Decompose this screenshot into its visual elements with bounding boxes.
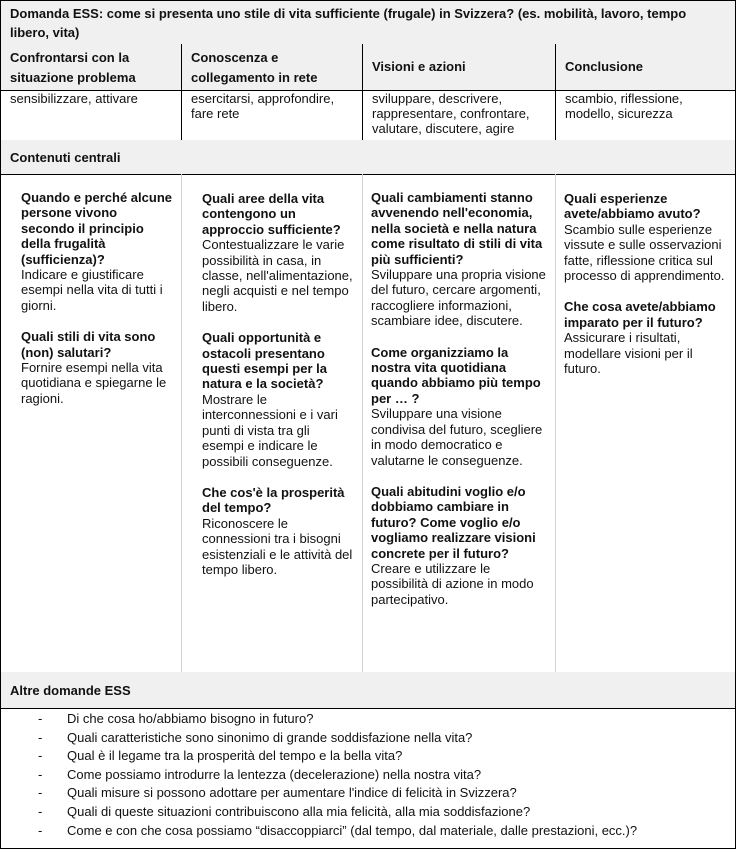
content-block	[21, 329, 173, 406]
list-item	[1, 803, 735, 822]
dash-bullet-icon: -	[38, 803, 43, 819]
content-block	[371, 345, 547, 468]
content-block	[371, 190, 547, 329]
content-column-4	[556, 174, 735, 672]
keywords-visioni: sviluppare, descrivere, rappresentare, confrontare, valutare, discutere, agire	[363, 90, 556, 140]
activity-description: Contestualizzare le varie possibilità in casa, in classe, nell'alimentazione, negli acquisti e nel tempo libero.	[202, 237, 353, 314]
content-block	[202, 191, 354, 314]
dash-bullet-icon: -	[38, 711, 43, 726]
dash-bullet-icon: -	[38, 748, 43, 764]
keywords-conclusione: scambio, riflessione, modello, sicurezza	[565, 91, 683, 121]
column-header-row	[1, 44, 735, 91]
list-item	[1, 710, 735, 729]
guiding-question: Come organizziamo la nostra vita quotidiana quando abbiamo più tempo per … ?	[371, 344, 541, 406]
content-column-3	[363, 174, 556, 672]
guiding-question: Quali aree della vita contengono un approccio sufficiente?	[202, 191, 341, 237]
list-item-text: Quali di queste situazioni contribuiscono alla mia felicità, alla mia soddisfazione?	[67, 803, 531, 819]
column-header-conclusione: Conclusione	[565, 59, 644, 74]
activity-description: Scambio sulle esperienze vissute e sulle osservazioni fatte, riflessione critica sul processo di apprendimento.	[564, 221, 725, 284]
keywords-conoscenza: esercitarsi, approfondire, fare rete	[182, 90, 363, 140]
dash-bullet-icon: -	[38, 766, 43, 782]
other-questions-list	[1, 708, 735, 849]
content-block	[202, 485, 354, 577]
activity-description: Fornire esempi nella vita quotidiana e spiegarne le ragioni.	[21, 360, 167, 406]
dash-bullet-icon: -	[38, 822, 43, 838]
guiding-question: Quali stili di vita sono (non) salutari?	[21, 329, 156, 360]
content-block	[21, 190, 173, 313]
list-item	[1, 766, 735, 785]
activity-description: Sviluppare una propria visione del futuro, cercare argomenti, raccogliere informazioni, scambiare idee, discutere.	[371, 267, 546, 329]
guiding-question: Quali opportunità e ostacoli presentano questi esempi per la natura e la società?	[202, 330, 327, 392]
list-item	[1, 729, 735, 748]
activity-description: Mostrare le interconnessioni e i vari punti di vista tra gli esempi e indicare le possibili conseguenze.	[202, 391, 338, 469]
central-contents-row	[1, 174, 735, 673]
column-header-conoscenza: Conoscenza e collegamento in rete	[182, 44, 363, 90]
dash-bullet-icon: -	[38, 785, 43, 801]
list-item	[1, 822, 735, 841]
content-block	[371, 484, 547, 607]
activity-description: Creare e utilizzare le possibilità di azione in modo partecipativo.	[371, 560, 534, 607]
column-header-visioni: Visioni e azioni	[363, 44, 556, 90]
keywords-confrontarsi: sensibilizzare, attivare	[1, 90, 182, 140]
list-item-text: Come e con che cosa possiamo “disaccoppiarci” (dal tempo, dal materiale, dalle prestazioni, ecc.)?	[67, 822, 638, 838]
activity-description: Sviluppare una visione condivisa del futuro, scegliere in modo democratico e valutarne le conseguenze.	[371, 406, 543, 468]
dash-bullet-icon: -	[38, 729, 43, 745]
list-item-text: Quali misure si possono adottare per aumentare l'indice di felicità in Svizzera?	[67, 785, 517, 801]
guiding-question: Che cosa avete/abbiamo imparato per il futuro?	[564, 299, 716, 330]
list-item	[1, 747, 735, 766]
guiding-question: Quali cambiamenti stanno avvenendo nell'economia, nella società e nella natura come risultato di stili di vita più sufficienti?	[371, 190, 543, 267]
list-item	[1, 784, 735, 803]
section-heading-contenuti-centrali	[1, 140, 735, 175]
content-column-1	[1, 174, 182, 672]
table-title: Domanda ESS: come si presenta uno stile di vita sufficiente (frugale) in Svizzera? (es. mobilità, lavoro, tempo libero, vita)	[1, 0, 735, 45]
content-block	[564, 191, 727, 283]
section-heading-label: Altre domande ESS	[10, 682, 131, 698]
activity-description: Riconoscere le connessioni tra i bisogni esistenziali e le attività del tempo libero.	[202, 515, 353, 577]
list-item-text: Quali caratteristiche sono sinonimo di grande soddisfazione nella vita?	[67, 729, 473, 745]
list-item-text: Qual è il legame tra la prosperità del tempo e la bella vita?	[67, 748, 403, 764]
guiding-question: Che cos'è la prosperità del tempo?	[202, 484, 345, 516]
guiding-question: Quando e perché alcune persone vivono secondo il principio della frugalità (sufficienza)?	[21, 190, 172, 267]
keywords-row	[1, 90, 735, 141]
section-heading-altre-domande	[1, 672, 735, 709]
list-item-text: Come possiamo introdurre la lentezza (decelerazione) nella nostra vita?	[67, 766, 482, 782]
section-heading-label: Contenuti centrali	[10, 149, 121, 165]
guiding-question: Quali abitudini voglio e/o dobbiamo cambiare in futuro? Come voglio e/o vogliamo realizzare visioni concrete per il futuro?	[371, 483, 536, 561]
content-block	[564, 299, 727, 376]
content-block	[202, 330, 354, 469]
column-header-confrontarsi: Confrontarsi con la situazione problema	[1, 44, 182, 90]
guiding-question: Quali esperienze avete/abbiamo avuto?	[564, 191, 701, 222]
activity-description: Assicurare i risultati, modellare visioni per il futuro.	[564, 330, 693, 377]
list-item-text: Di che cosa ho/abbiamo bisogno in futuro?	[67, 711, 314, 726]
activity-description: Indicare e giustificare esempi nella vita di tutti i giorni.	[21, 267, 163, 313]
content-column-2	[182, 174, 363, 672]
